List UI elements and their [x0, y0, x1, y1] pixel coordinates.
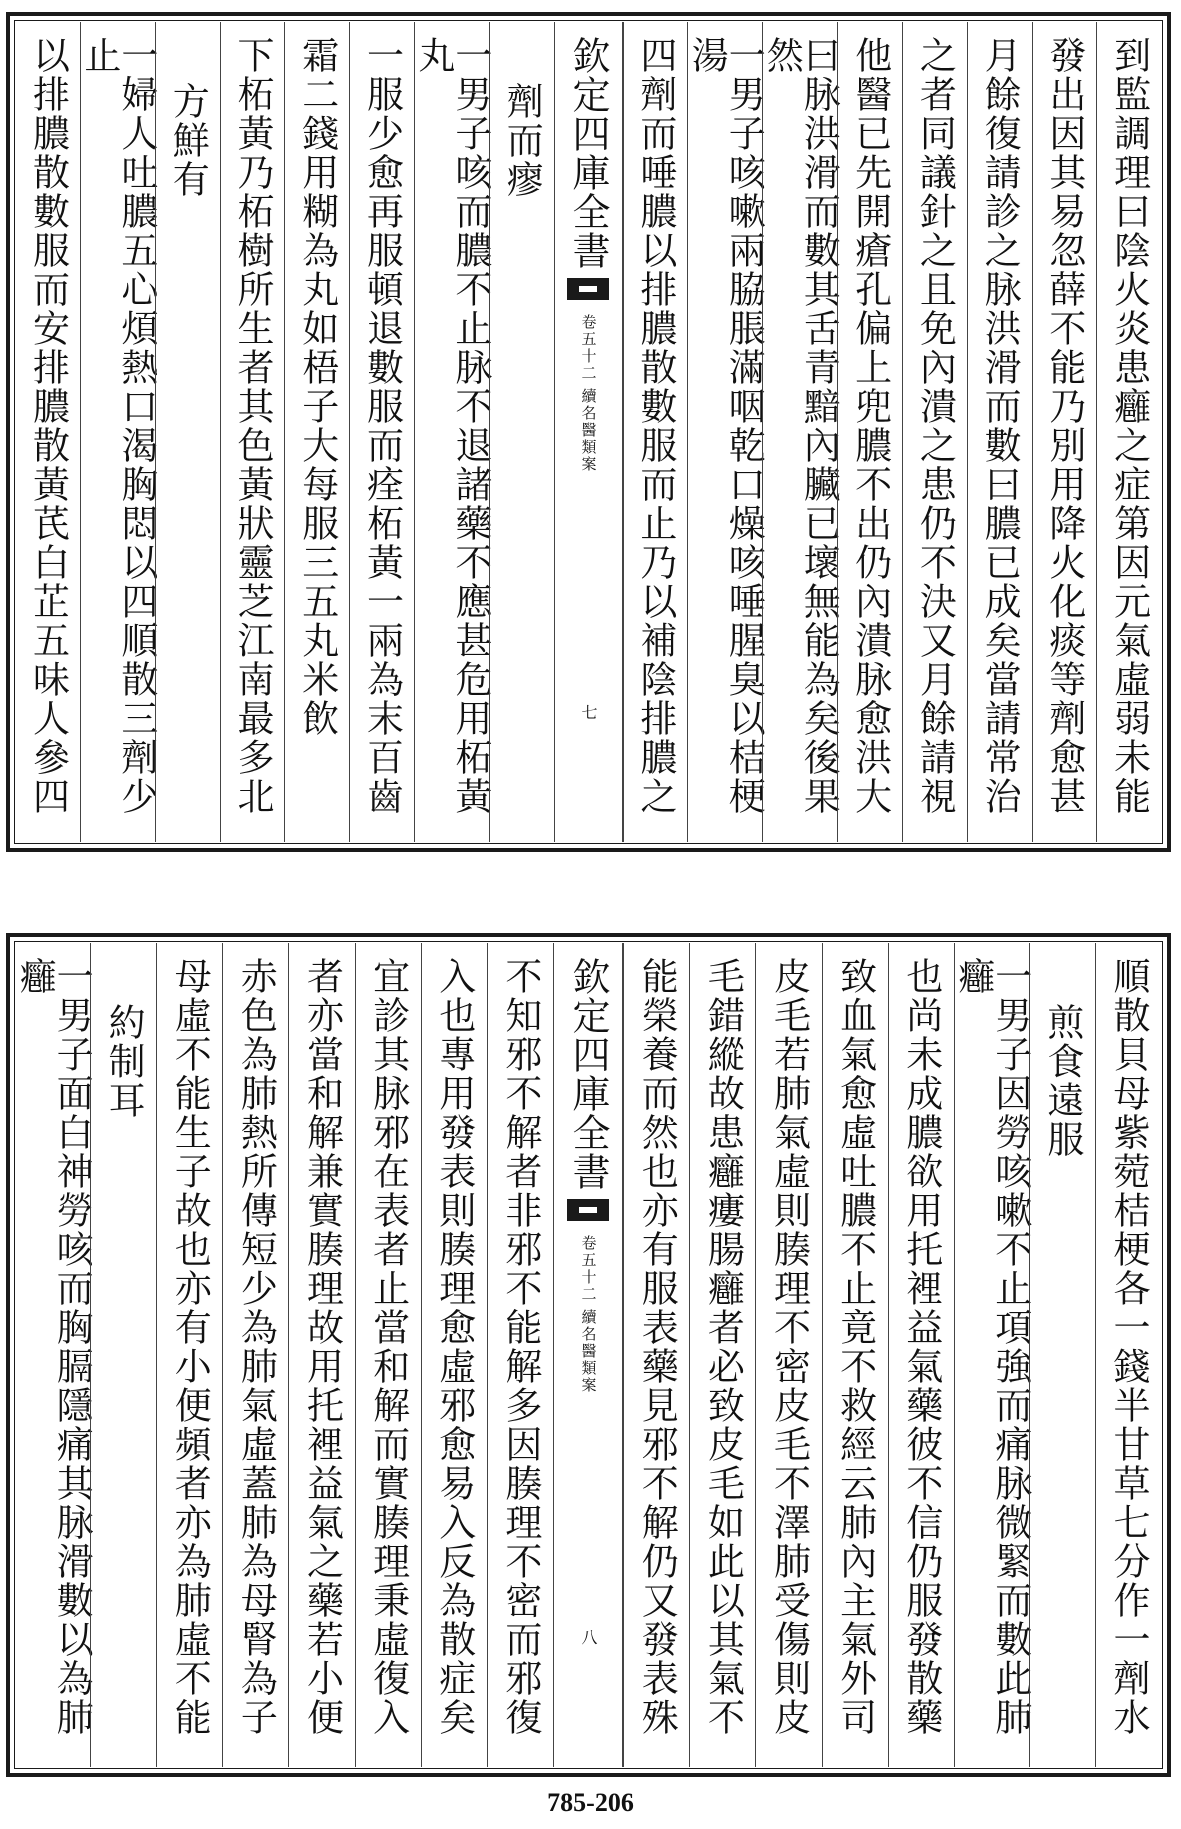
- text-column: 一男子面白神勞咳而胸膈隱痛其脉滑數以為肺癰: [13, 957, 94, 1737]
- text-column: 方鮮有: [155, 22, 220, 842]
- text-column: 發出因其易忽薛不能乃別用降火化痰等劑愈甚: [1032, 22, 1097, 842]
- text-column: 母虛不能生子故也亦有小便頻者亦為肺虛不能: [156, 943, 222, 1767]
- text-column: 約制耳: [90, 943, 156, 1767]
- top-page: [6, 12, 1171, 852]
- text-column: 曰脉洪滑而數其舌青黯內臟已壞無能為矣後果然: [762, 22, 837, 842]
- text-column: 宜診其脉邪在表者止當和解而實腠理秉虛復入: [355, 943, 421, 1767]
- text-column: 一服少愈再服頓退數服而痊柘黃一兩為末百齒: [349, 22, 414, 842]
- text-column: 也尚未成膿欲用托裡益氣藥彼不信仍服發散藥: [888, 943, 954, 1767]
- text-column: 到監調理曰陰火炎患癰之症第因元氣虛弱未能: [1096, 22, 1161, 842]
- page-number: 七: [579, 704, 599, 722]
- page-center-strip: [553, 943, 623, 1767]
- text-column: 霜二錢用糊為丸如梧子大每服三五丸米飲: [284, 22, 349, 842]
- page-number: 八: [579, 1629, 599, 1647]
- fish-tail-mark: [567, 1199, 609, 1221]
- book-title: 續名醫類案: [579, 1309, 598, 1394]
- text-column: 一男子因勞咳嗽不止項強而痛脉微緊而數此肺癰: [954, 943, 1029, 1767]
- text-column: 致血氣愈虛吐膿不止竟不救經云肺內主氣外司: [822, 943, 888, 1767]
- volume-label: 卷五十二: [579, 314, 598, 382]
- text-column: 之者同議針之且免內潰之患仍不決又月餘請視: [902, 22, 967, 842]
- text-column: 者亦當和解兼實腠理故用托裡益氣之藥若小便: [288, 943, 354, 1767]
- text-column: 劑而瘳: [489, 22, 554, 842]
- text-column: 一男子咳而膿不止脉不退諸藥不應甚危用柘黃丸: [414, 22, 489, 842]
- text-column: 能榮養而然也亦有服表藥見邪不解仍又發表殊: [623, 943, 689, 1767]
- text-column: 下柘黃乃柘樹所生者其色黃狀靈芝江南最多北: [220, 22, 285, 842]
- bottom-page-columns: [13, 943, 1161, 1767]
- book-meta: [581, 1235, 596, 1394]
- page-footer-number: 785-206: [547, 1788, 634, 1817]
- fish-tail-mark: [567, 278, 609, 300]
- text-column: 一婦人吐膿五心煩熱口渴胸悶以四順散三劑少止: [80, 22, 155, 842]
- text-column: 皮毛若肺氣虛則腠理不密皮毛不澤肺受傷則皮: [755, 943, 821, 1767]
- text-column: 煎食遠服: [1029, 943, 1095, 1767]
- top-page-columns: [16, 22, 1161, 842]
- text-column: 一男子咳嗽兩脇脹滿咽乾口燥咳唾腥臭以桔梗湯: [687, 22, 762, 842]
- book-title: 續名醫類案: [579, 388, 598, 473]
- page-center-strip: [554, 22, 623, 842]
- header-title: 欽定四庫全書: [566, 957, 611, 1191]
- volume-label: 卷五十二: [579, 1235, 598, 1303]
- book-meta: [581, 314, 596, 473]
- bottom-page: [6, 933, 1171, 1777]
- text-column: 毛錯縱故患癰瘻腸癰者必致皮毛如此以其氣不: [689, 943, 755, 1767]
- text-column: 入也專用發表則腠理愈虛邪愈易入反為散症矣: [421, 943, 487, 1767]
- text-column: 四劑而唾膿以排膿散數服而止乃以補陰排膿之: [623, 22, 688, 842]
- text-column: 月餘復請診之脉洪滑而數曰膿已成矣當請常治: [967, 22, 1032, 842]
- text-column: 順散貝母紫菀桔梗各一錢半甘草七分作一劑水: [1095, 943, 1161, 1767]
- text-column: 赤色為肺熱所傳短少為肺氣虛蓋肺為母腎為子: [222, 943, 288, 1767]
- text-column: 他醫已先開瘡孔偏上兜膿不出仍內潰脉愈洪大: [837, 22, 902, 842]
- text-column: 以排膿散數服而安排膿散黃芪白芷五味人參四: [26, 36, 70, 816]
- header-title: 欽定四庫全書: [566, 36, 611, 270]
- text-column: 不知邪不解者非邪不能解多因腠理不密而邪復: [487, 943, 553, 1767]
